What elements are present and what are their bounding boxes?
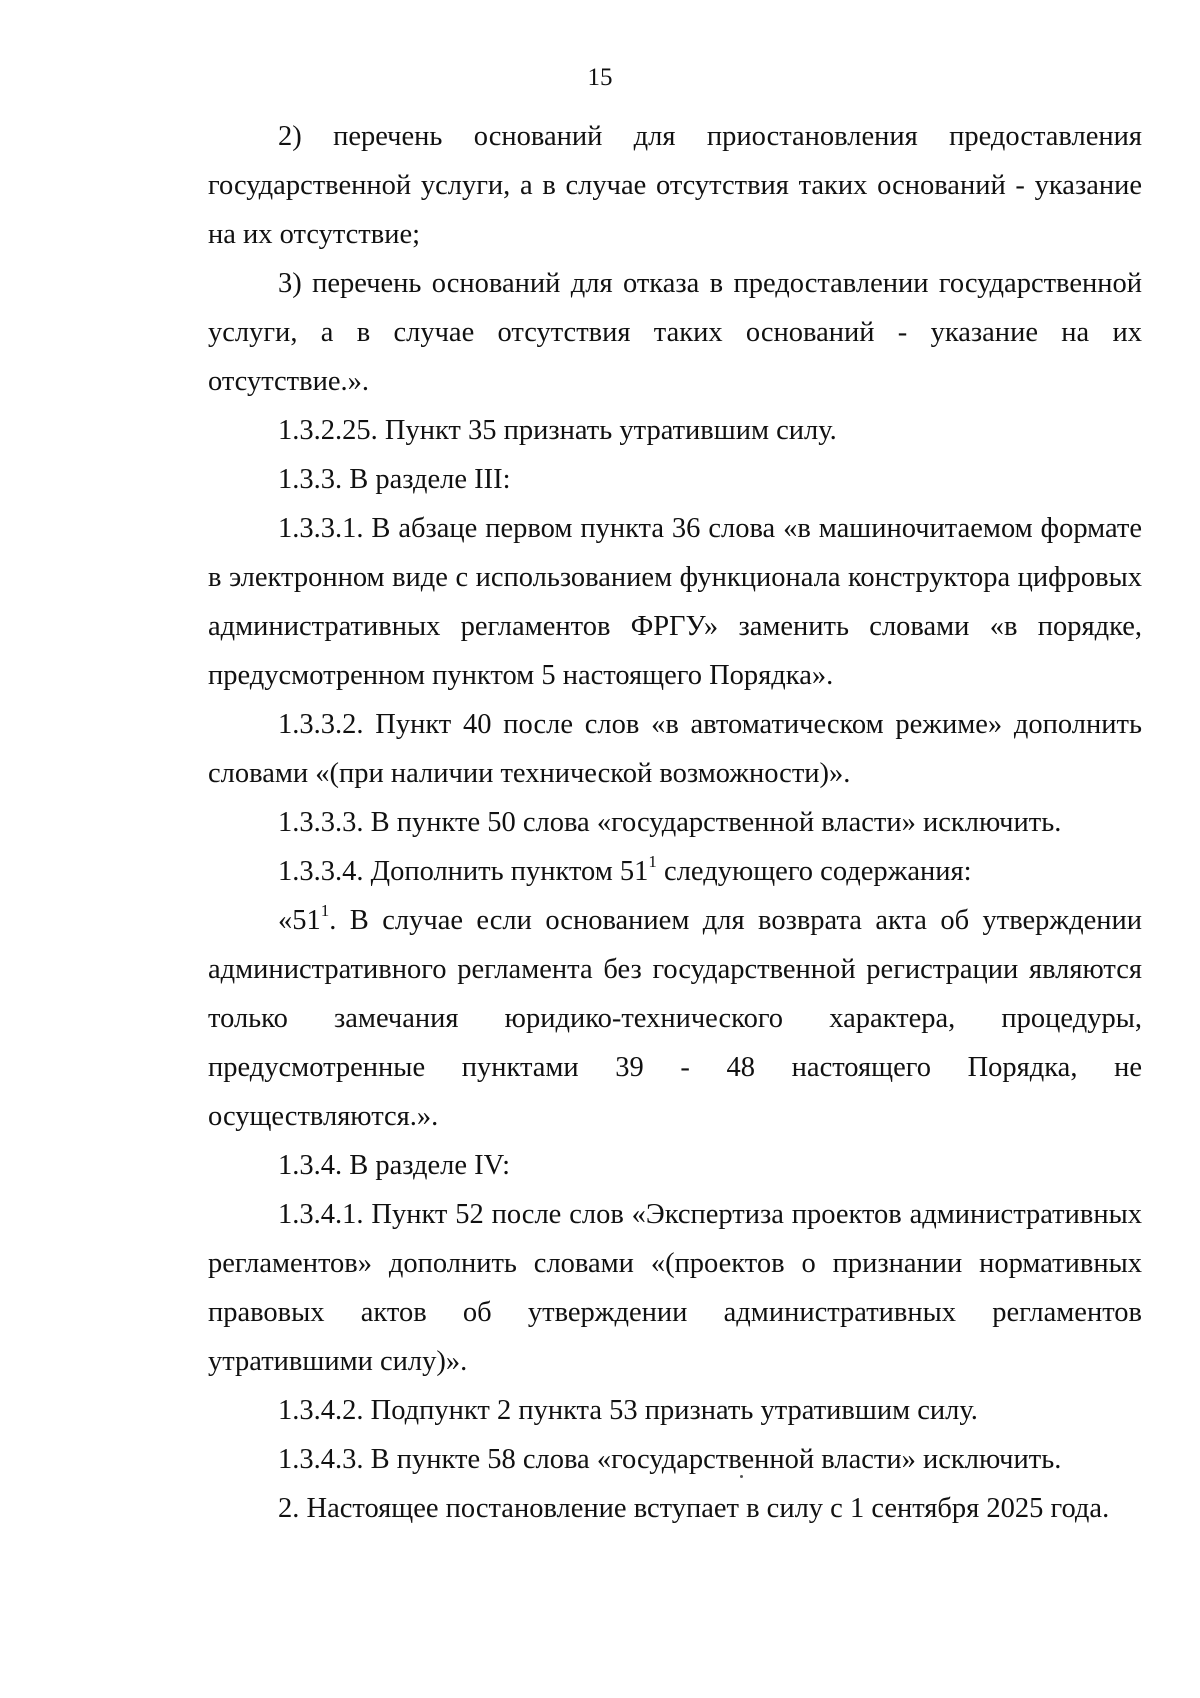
paragraph-1-3-4-1: 1.3.4.1. Пункт 52 после слов «Экспертиза проектов административных регламентов» дополнить словами «(проектов о признании нормативных правовых актов об утверждении административных регламентов утратившими силу)».: [208, 1199, 1142, 1377]
paragraph-2: 2. Настоящее постановление вступает в силу с 1 сентября 2025 года.: [278, 1493, 1110, 1524]
paragraph-1-3-3-4-start: 1.3.3.4. Дополнить пунктом 51: [278, 856, 649, 887]
paragraph-1-3-4-3: 1.3.4.3. В пункте 58 слова «государственной власти» исключить.: [278, 1444, 1062, 1475]
superscript-marker: 1: [320, 900, 330, 920]
scan-dot-mark: [740, 1475, 743, 1478]
paragraph-1-3-3-2: 1.3.3.2. Пункт 40 после слов «в автоматическом режиме» дополнить словами «(при наличии технической возможности)».: [208, 709, 1142, 789]
paragraph-1-3-3-4-end: следующего содержания:: [656, 856, 972, 887]
paragraph-51-1-start: «51: [278, 905, 321, 936]
paragraph-item-2: 2) перечень оснований для приостановления предоставления государственной услуги, а в случае отсутствия таких оснований - указание на их отсутствие;: [208, 121, 1142, 250]
paragraph-1-3-4: 1.3.4. В разделе IV:: [278, 1150, 511, 1181]
paragraph-1-3-3-3: 1.3.3.3. В пункте 50 слова «государственной власти» исключить.: [278, 807, 1062, 838]
paragraph-item-3: 3) перечень оснований для отказа в предоставлении государственной услуги, а в случае отсутствия таких оснований - указание на их отсутствие.».: [208, 268, 1142, 397]
paragraph-51-1-quote: [208, 896, 1142, 1141]
paragraph-1-3-2-25: 1.3.2.25. Пункт 35 признать утратившим силу.: [278, 415, 837, 446]
paragraph-1-3-3-1: 1.3.3.1. В абзаце первом пункта 36 слова «в машиночитаемом формате в электронном виде с использованием функционала конструктора цифровых административных регламентов ФРГУ» заменить словами «в порядке, предусмотренном пунктом 5 настоящего Порядка».: [208, 513, 1142, 691]
paragraph-1-3-3-4: [208, 847, 1142, 896]
paragraph-1-3-4-2: 1.3.4.2. Подпункт 2 пункта 53 признать утратившим силу.: [278, 1395, 978, 1426]
paragraph-1-3-3: 1.3.3. В разделе III:: [278, 464, 511, 495]
superscript-marker: 1: [648, 851, 657, 871]
page-number: 15: [587, 64, 613, 91]
paragraph-51-1-end: . В случае если основанием для возврата акта об утверждении административного регламента без государственной регистрации являются только замечания юридико-технического характера, процедуры, предусмотренные пунктами 39 - 48 настоящего Порядка, не осуществляются.».: [208, 905, 1142, 1132]
document-body: [208, 112, 1142, 1533]
